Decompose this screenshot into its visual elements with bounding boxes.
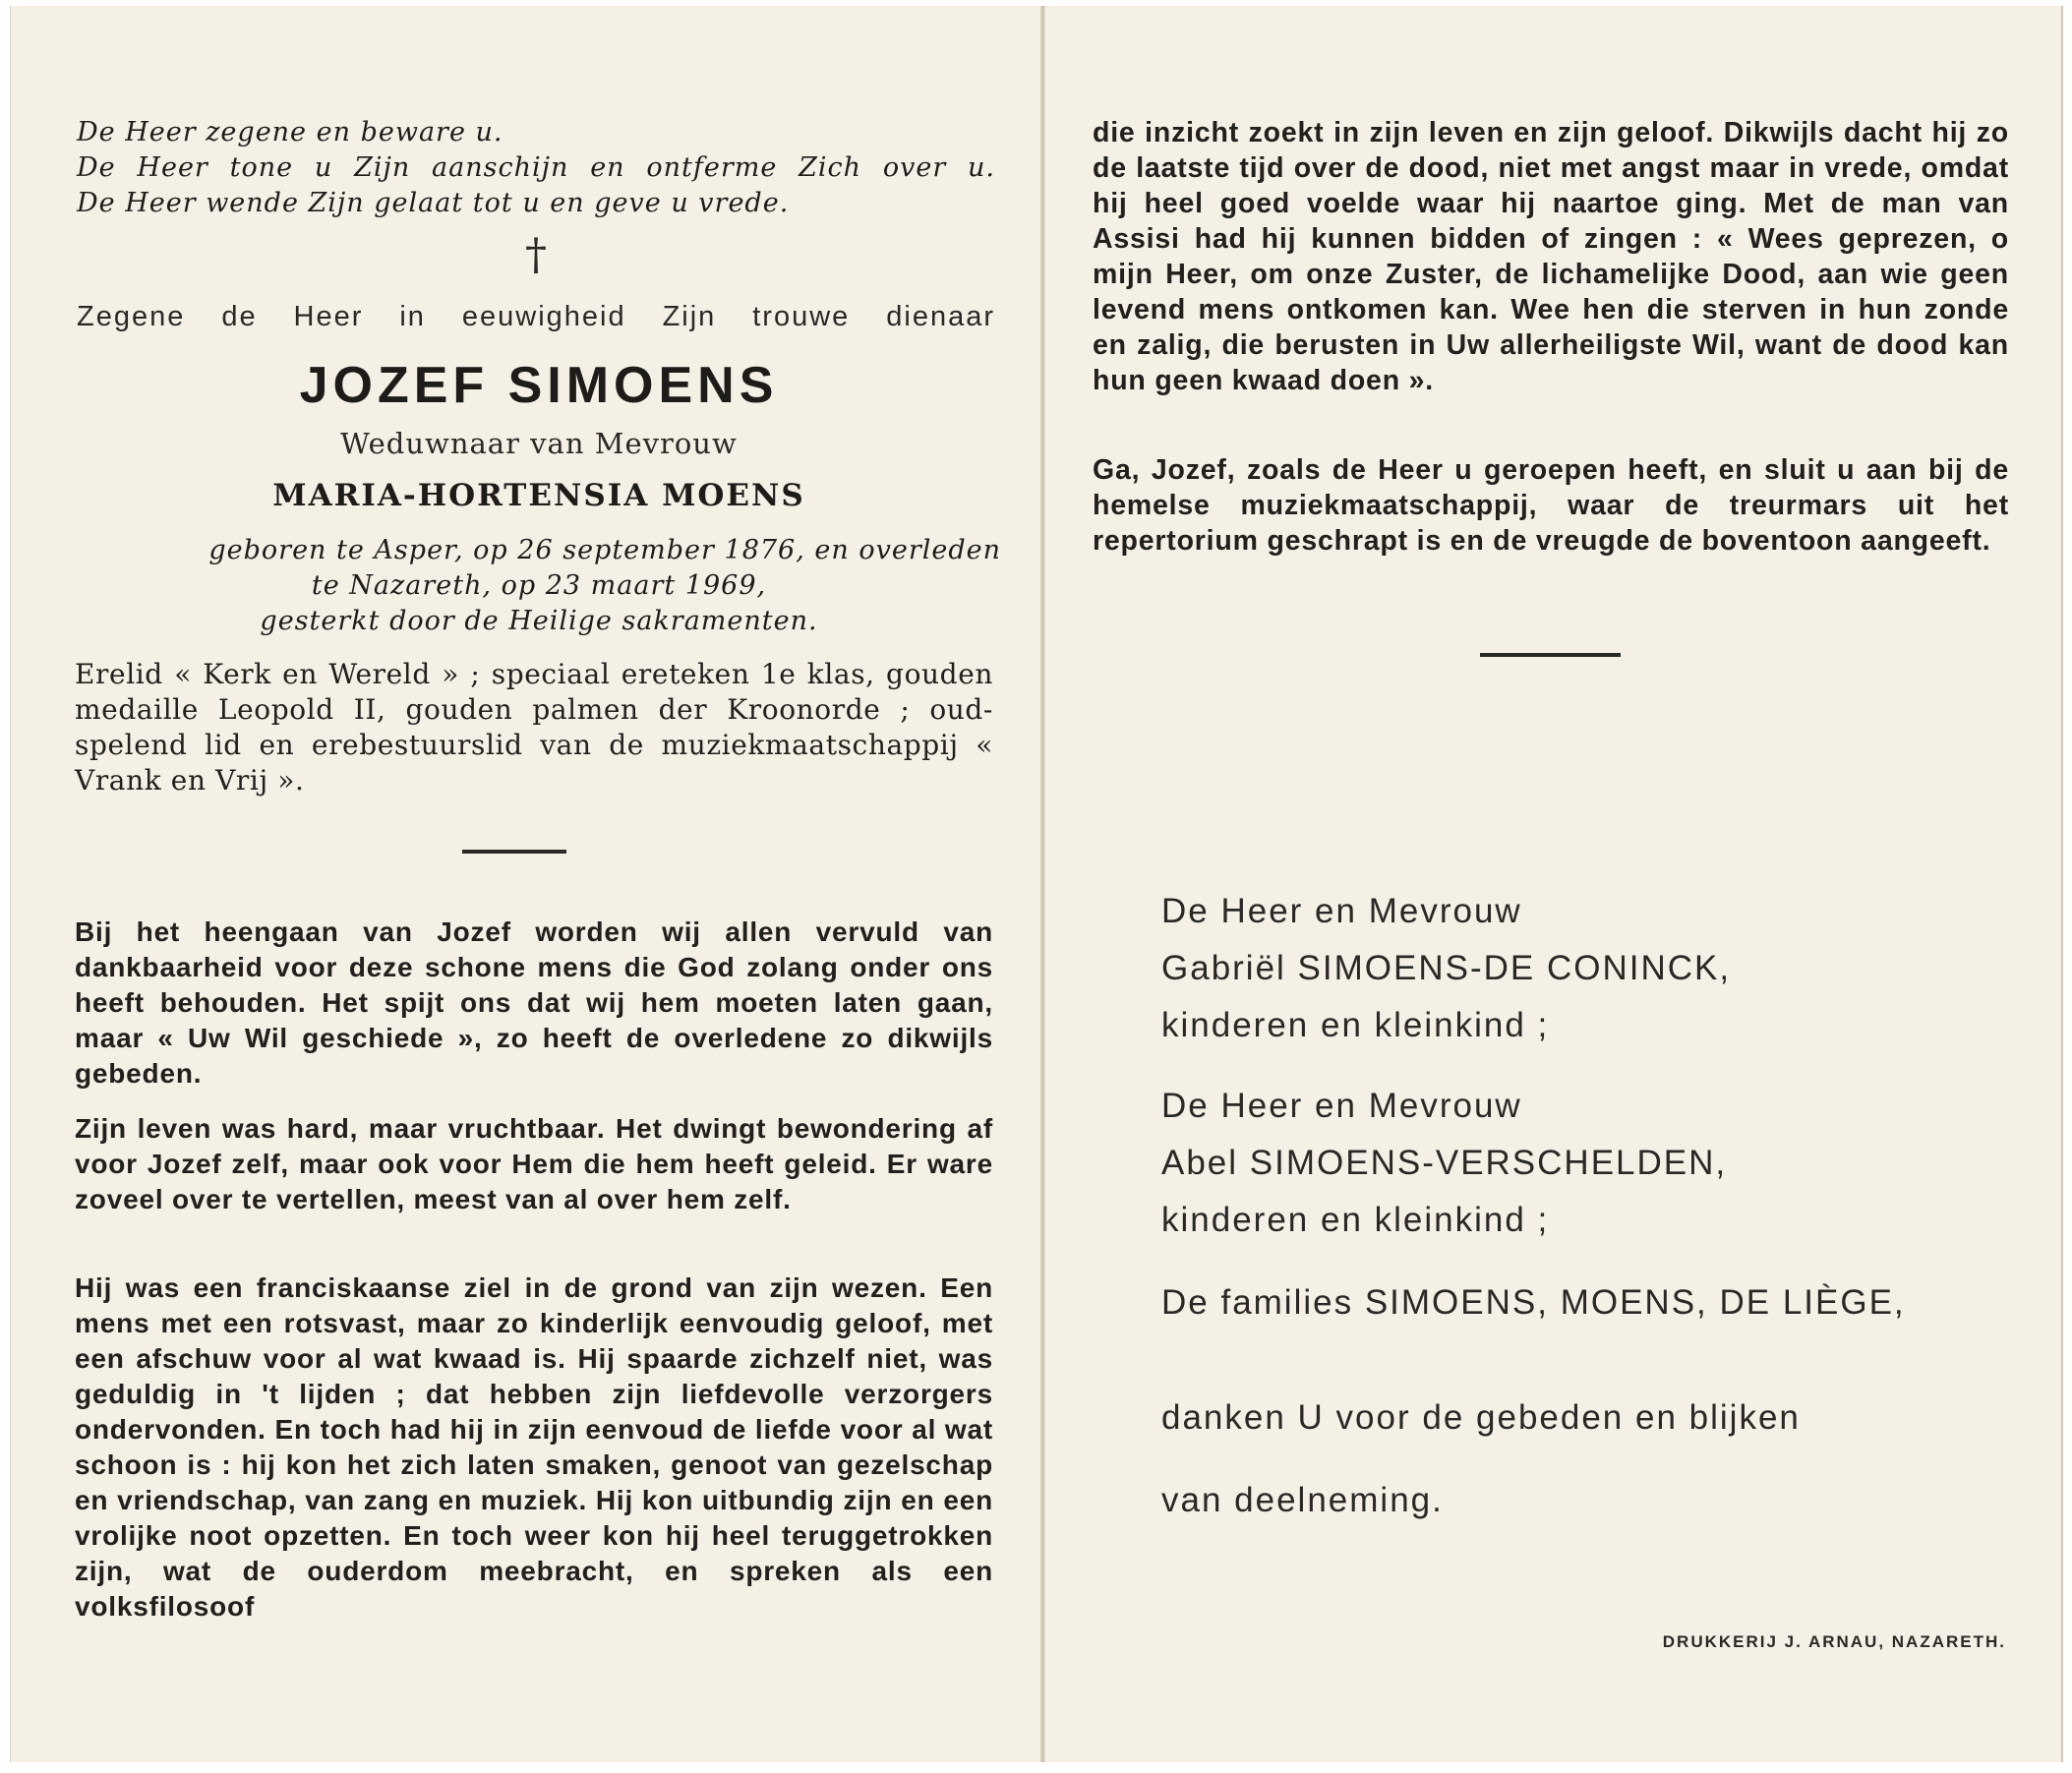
divider-left bbox=[462, 850, 566, 854]
tribute-paragraph-2: Zijn leven was hard, maar vruchtbaar. Het dwingt bewondering af voor Jozef zelf, maar ook voor Hem die hem heeft geleid. Er ware zoveel over te vertellen, meest van al over hem zelf. bbox=[75, 1113, 993, 1214]
family-2-names: Abel SIMOENS-VERSCHELDEN, bbox=[1161, 1144, 1728, 1182]
printer-imprint: DRUKKERIJ J. ARNAU, NAZARETH. bbox=[1662, 1632, 2006, 1651]
eternity-line: Zegene de Heer in eeuwigheid Zijn trouwe dienaar bbox=[77, 301, 995, 332]
divider-right bbox=[1480, 653, 1621, 657]
thanks-line-2: van deelneming. bbox=[1161, 1481, 1444, 1519]
family-1-title: De Heer en Mevrouw bbox=[1161, 892, 1522, 930]
thanks-block bbox=[1161, 1377, 1801, 1542]
family-block-2 bbox=[1161, 1078, 1727, 1249]
family-1-names: Gabriël SIMOENS-DE CONINCK, bbox=[1161, 949, 1732, 987]
blessing-line-3: De Heer wende Zijn gelaat tot u en geve u vrede. bbox=[77, 188, 790, 218]
spouse-name: MARIA-HORTENSIA MOENS bbox=[272, 478, 805, 513]
deceased-name: JOZEF SIMOENS bbox=[299, 357, 779, 414]
thanks-line-1: danken U voor de gebeden en blijken bbox=[1161, 1398, 1801, 1437]
tribute-paragraph-1: Bij het heengaan van Jozef worden wij allen vervuld van dankbaarheid voor deze schone mens die God zolang onder ons heeft behouden. Het spijt ons dat wij hem moeten laten gaan, maar « Uw Wil geschiede », zo heeft de overledene zo dikwijls gebeden. bbox=[75, 916, 993, 1089]
birth-line: geboren te Asper, op 26 september 1876, en overleden bbox=[208, 535, 1001, 565]
honours-paragraph: Erelid « Kerk en Wereld » ; speciaal ereteken 1e klas, gouden medaille Leopold II, gouden palmen der Kroonorde ; oud-spelend lid en erebestuurslid van de muziekmaatschappij « Vrank en Vrij ». bbox=[75, 658, 993, 797]
blessing-line-1: De Heer zegene en beware u. bbox=[77, 117, 503, 148]
death-line: te Nazareth, op 23 maart 1969, bbox=[311, 570, 767, 601]
family-2-title: De Heer en Mevrouw bbox=[1161, 1087, 1522, 1125]
card-fold bbox=[1040, 6, 1045, 1762]
family-block-1 bbox=[1161, 883, 1731, 1054]
birth-death-block bbox=[77, 533, 1001, 639]
widower-line: Weduwnaar van Mevrouw bbox=[340, 427, 738, 460]
blessing-line-2: De Heer tone u Zijn aanschijn en ontferme Zich over u. bbox=[77, 152, 995, 183]
blessing-verse bbox=[77, 115, 1001, 221]
tribute-paragraph-3: Hij was een franciskaanse ziel in de grond van zijn wezen. Een mens met een rotsvast, maar zo kinderlijk eenvoudig geloof, met een afschuw voor al wat kwaad is. Hij spaarde zichzelf niet, was geduldig in 't lijden ; dat hebben zijn liefdevolle verzorgers ondervonden. En toch had hij in zijn eenvoud de liefde voor al wat schoon is : hij kon het zich laten smaken, genoot van gezelschap en vriendschap, van zang en muziek. Hij kon uitbundig zijn en een vrolijke noot opzetten. En toch weer kon hij heel teruggetrokken zijn, wat de ouderdom meebracht, en spreken als een volksfilosoof bbox=[75, 1272, 993, 1622]
sacraments-line: gesterkt door de Heilige sakramenten. bbox=[260, 606, 818, 636]
right-paragraph-2: Ga, Jozef, zoals de Heer u geroepen heeft, en sluit u aan bij de hemelse muziekmaatschappij, waar de treurmars uit het repertorium geschrapt is en de vreugde de boventoon aangeeft. bbox=[1093, 454, 2009, 557]
family-2-children: kinderen en kleinkind ; bbox=[1161, 1201, 1550, 1239]
right-paragraph-1: die inzicht zoekt in zijn leven en zijn geloof. Dikwijls dacht hij zo de laatste tijd over de dood, niet met angst maar in vrede, omdat hij heel goed voelde waar hij naartoe ging. Met de man van Assisi had hij kunnen bidden of zingen : « Wees geprezen, o mijn Heer, om onze Zuster, de lichamelijke Dood, aan wie geen levend mens ontkomen kan. Wee hen die sterven in hun zonde en zalig, die berusten in Uw allerheiligste Wil, want de dood kan hun geen kwaad doen ». bbox=[1093, 117, 2009, 396]
family-1-children: kinderen en kleinkind ; bbox=[1161, 1006, 1550, 1044]
families-line: De families SIMOENS, MOENS, DE LIÈGE, bbox=[1161, 1283, 1906, 1322]
cross-icon: † bbox=[525, 230, 547, 280]
